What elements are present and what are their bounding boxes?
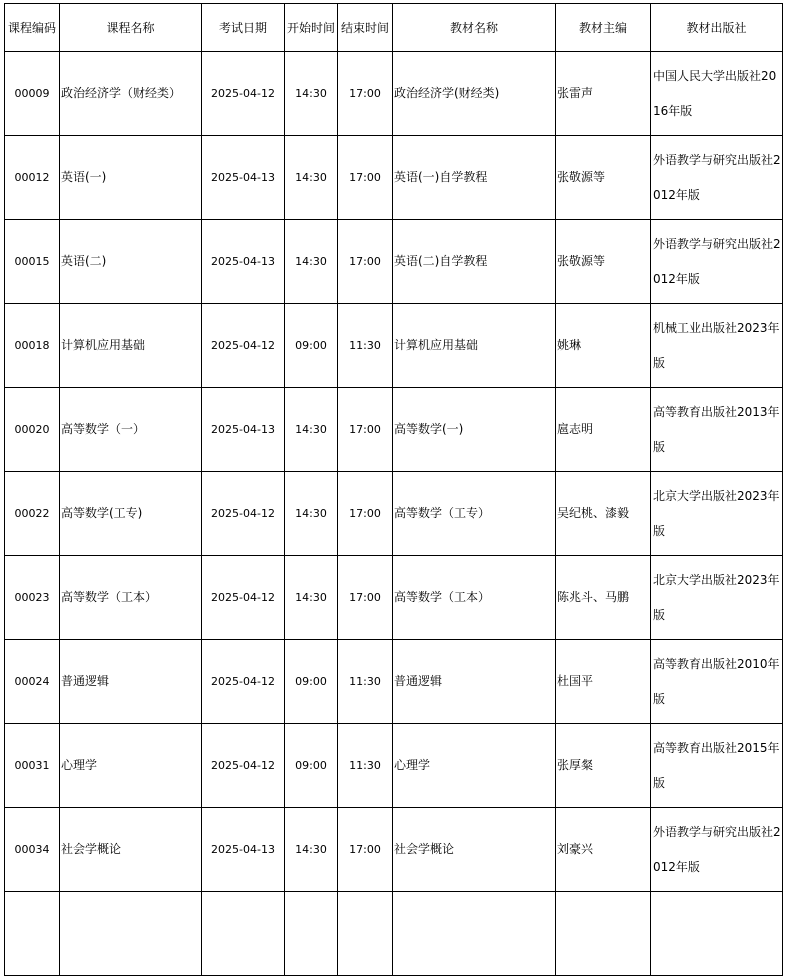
course-code-cell: 00024: [5, 640, 60, 724]
empty-cell: [651, 892, 783, 976]
end-time-cell: 17:00: [338, 52, 393, 136]
course-name-cell: 普通逻辑: [60, 640, 202, 724]
start-time-cell: 14:30: [285, 136, 338, 220]
publisher-cell: 外语教学与研究出版社2012年版: [651, 136, 783, 220]
publisher-cell: 高等教育出版社2015年版: [651, 724, 783, 808]
course-code-cell: 00012: [5, 136, 60, 220]
textbook-name-cell: 高等数学（工专）: [393, 472, 556, 556]
course-name-cell: 政治经济学（财经类）: [60, 52, 202, 136]
header-textbook-editor: 教材主编: [556, 4, 651, 52]
header-textbook-name: 教材名称: [393, 4, 556, 52]
end-time-cell: 11:30: [338, 724, 393, 808]
textbook-editor-cell: 姚琳: [556, 304, 651, 388]
exam-date-cell: 2025-04-12: [202, 52, 285, 136]
course-name-cell: 高等数学（工本）: [60, 556, 202, 640]
textbook-name-cell: 英语(一)自学教程: [393, 136, 556, 220]
exam-date-cell: 2025-04-12: [202, 556, 285, 640]
textbook-editor-cell: 刘豪兴: [556, 808, 651, 892]
end-time-cell: 17:00: [338, 808, 393, 892]
publisher-cell: 北京大学出版社2023年版: [651, 556, 783, 640]
textbook-editor-cell: 张厚粲: [556, 724, 651, 808]
table-row-partial: [5, 892, 783, 976]
course-name-cell: 社会学概论: [60, 808, 202, 892]
publisher-cell: 北京大学出版社2023年版: [651, 472, 783, 556]
exam-date-cell: 2025-04-12: [202, 304, 285, 388]
publisher-cell: 外语教学与研究出版社2012年版: [651, 220, 783, 304]
textbook-editor-cell: 张敬源等: [556, 136, 651, 220]
start-time-cell: 14:30: [285, 472, 338, 556]
empty-cell: [202, 892, 285, 976]
empty-cell: [393, 892, 556, 976]
start-time-cell: 09:00: [285, 724, 338, 808]
publisher-cell: 机械工业出版社2023年版: [651, 304, 783, 388]
empty-cell: [338, 892, 393, 976]
table-header-row: [5, 4, 783, 52]
end-time-cell: 17:00: [338, 388, 393, 472]
table-row: [5, 472, 783, 556]
exam-date-cell: 2025-04-12: [202, 640, 285, 724]
course-code-cell: 00009: [5, 52, 60, 136]
course-code-cell: 00018: [5, 304, 60, 388]
textbook-name-cell: 高等数学（工本）: [393, 556, 556, 640]
textbook-editor-cell: 扈志明: [556, 388, 651, 472]
exam-date-cell: 2025-04-12: [202, 724, 285, 808]
textbook-name-cell: 普通逻辑: [393, 640, 556, 724]
course-code-cell: 00022: [5, 472, 60, 556]
header-publisher: 教材出版社: [651, 4, 783, 52]
publisher-cell: 高等教育出版社2010年版: [651, 640, 783, 724]
course-name-cell: 高等数学（一）: [60, 388, 202, 472]
course-name-cell: 英语(二): [60, 220, 202, 304]
textbook-editor-cell: 杜国平: [556, 640, 651, 724]
end-time-cell: 11:30: [338, 640, 393, 724]
end-time-cell: 11:30: [338, 304, 393, 388]
start-time-cell: 14:30: [285, 388, 338, 472]
empty-cell: [60, 892, 202, 976]
course-name-cell: 心理学: [60, 724, 202, 808]
start-time-cell: 09:00: [285, 640, 338, 724]
publisher-cell: 外语教学与研究出版社2012年版: [651, 808, 783, 892]
header-exam-date: 考试日期: [202, 4, 285, 52]
exam-date-cell: 2025-04-13: [202, 388, 285, 472]
exam-date-cell: 2025-04-13: [202, 136, 285, 220]
table-row: [5, 640, 783, 724]
table-row: [5, 724, 783, 808]
course-code-cell: 00023: [5, 556, 60, 640]
textbook-name-cell: 社会学概论: [393, 808, 556, 892]
course-code-cell: 00015: [5, 220, 60, 304]
table-row: [5, 52, 783, 136]
publisher-cell: 中国人民大学出版社2016年版: [651, 52, 783, 136]
end-time-cell: 17:00: [338, 556, 393, 640]
publisher-cell: 高等教育出版社2013年版: [651, 388, 783, 472]
course-name-cell: 高等数学(工专): [60, 472, 202, 556]
empty-cell: [285, 892, 338, 976]
start-time-cell: 14:30: [285, 220, 338, 304]
end-time-cell: 17:00: [338, 136, 393, 220]
empty-cell: [5, 892, 60, 976]
textbook-name-cell: 政治经济学(财经类): [393, 52, 556, 136]
textbook-name-cell: 心理学: [393, 724, 556, 808]
textbook-editor-cell: 吴纪桃、漆毅: [556, 472, 651, 556]
end-time-cell: 17:00: [338, 220, 393, 304]
course-code-cell: 00020: [5, 388, 60, 472]
textbook-name-cell: 高等数学(一): [393, 388, 556, 472]
course-name-cell: 英语(一): [60, 136, 202, 220]
start-time-cell: 14:30: [285, 52, 338, 136]
header-course-code: 课程编码: [5, 4, 60, 52]
start-time-cell: 09:00: [285, 304, 338, 388]
table-row: [5, 808, 783, 892]
textbook-editor-cell: 张敬源等: [556, 220, 651, 304]
empty-cell: [556, 892, 651, 976]
exam-schedule-table: [4, 3, 783, 976]
course-code-cell: 00031: [5, 724, 60, 808]
end-time-cell: 17:00: [338, 472, 393, 556]
header-start-time: 开始时间: [285, 4, 338, 52]
course-name-cell: 计算机应用基础: [60, 304, 202, 388]
table-row: [5, 556, 783, 640]
exam-date-cell: 2025-04-13: [202, 220, 285, 304]
start-time-cell: 14:30: [285, 808, 338, 892]
textbook-name-cell: 计算机应用基础: [393, 304, 556, 388]
table-row: [5, 220, 783, 304]
table-row: [5, 136, 783, 220]
table-row: [5, 304, 783, 388]
textbook-editor-cell: 陈兆斗、马鹏: [556, 556, 651, 640]
header-end-time: 结束时间: [338, 4, 393, 52]
start-time-cell: 14:30: [285, 556, 338, 640]
textbook-editor-cell: 张雷声: [556, 52, 651, 136]
course-code-cell: 00034: [5, 808, 60, 892]
exam-date-cell: 2025-04-13: [202, 808, 285, 892]
exam-date-cell: 2025-04-12: [202, 472, 285, 556]
header-course-name: 课程名称: [60, 4, 202, 52]
textbook-name-cell: 英语(二)自学教程: [393, 220, 556, 304]
table-row: [5, 388, 783, 472]
